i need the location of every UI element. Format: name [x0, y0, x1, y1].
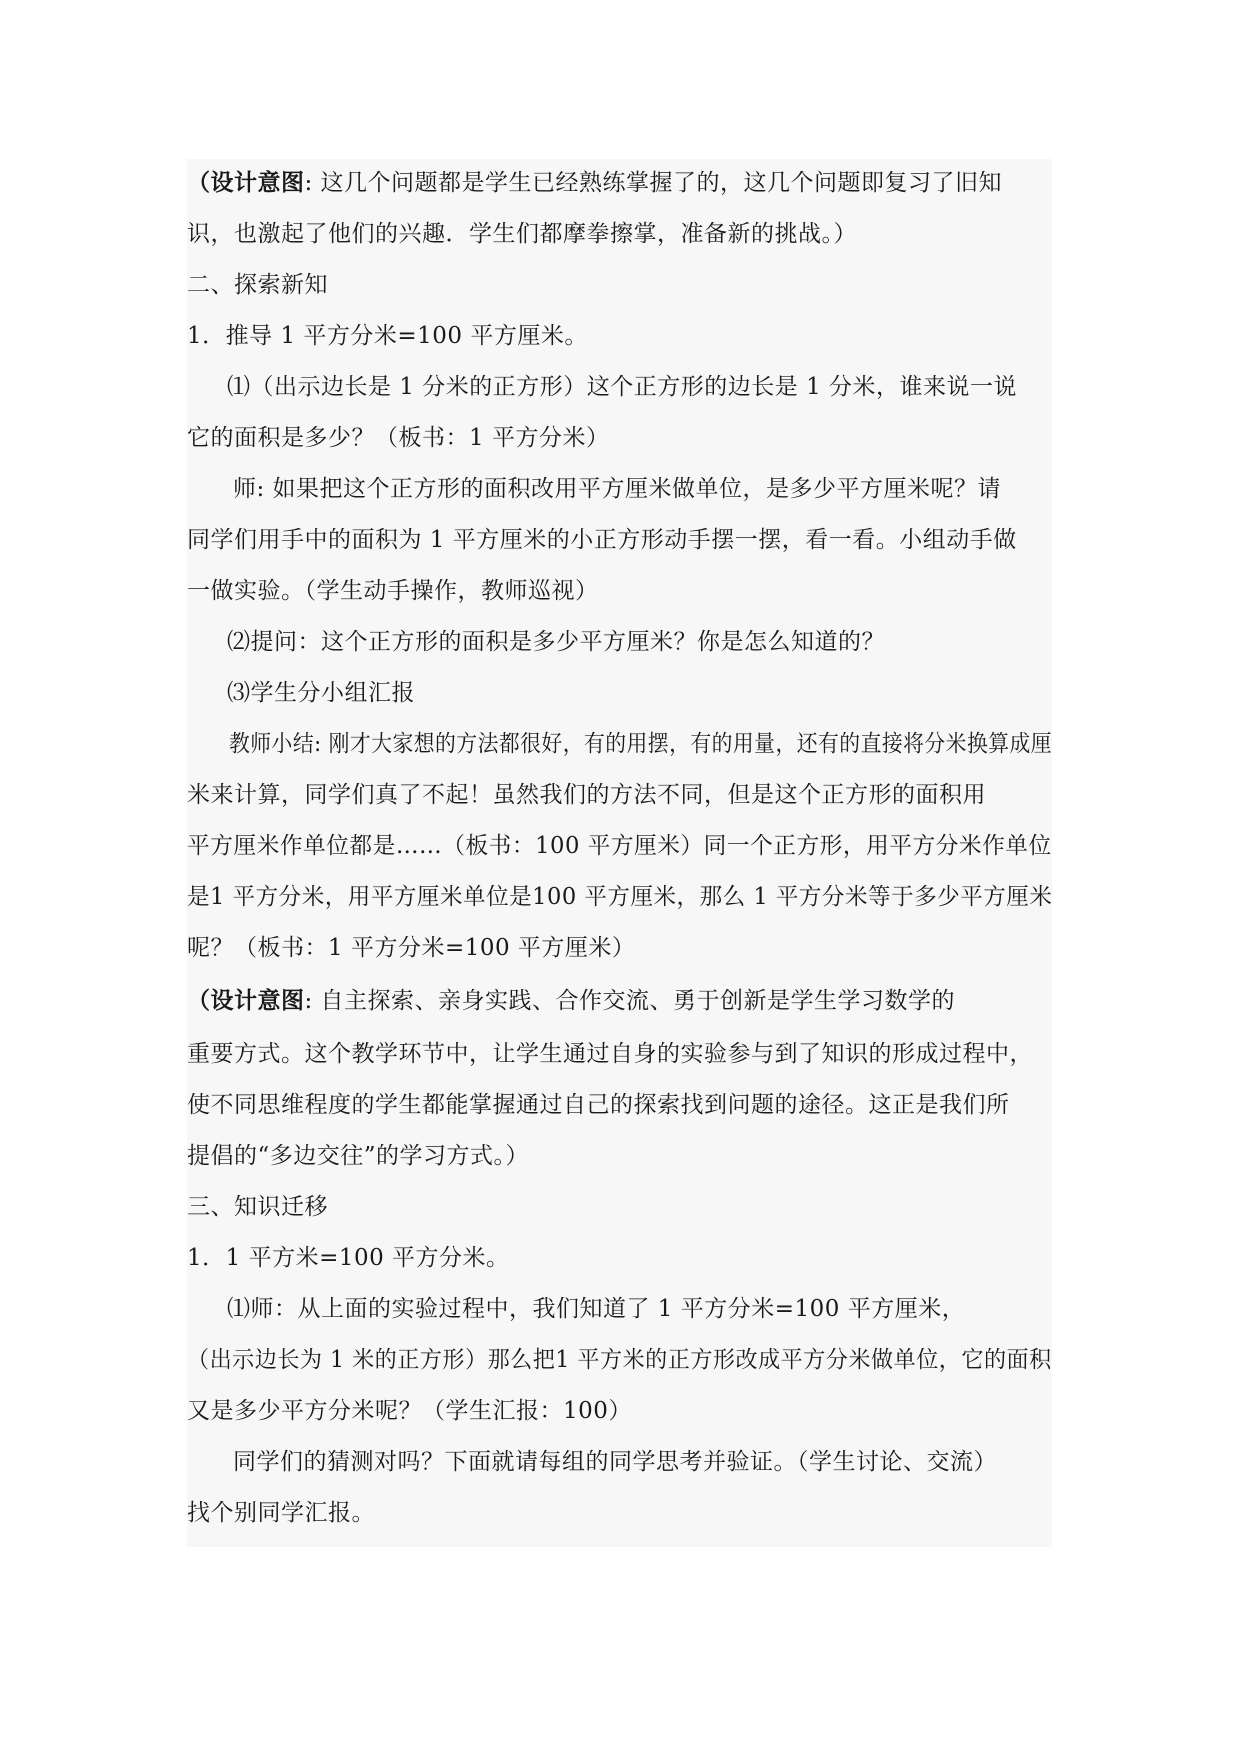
text-line: 同学们用手中的面积为 1 平方厘米的小正方形动手摆一摆，看一看。小组动手做	[187, 527, 1017, 553]
text-line: ⑵提问：这个正方形的面积是多少平方厘米？你是怎么知道的？	[227, 629, 885, 655]
text-line: 提倡的“多边交往”的学习方式。）	[187, 1143, 530, 1169]
text-line: ⑴师：从上面的实验过程中，我们知道了 1 平方分米=100 平方厘米，	[227, 1296, 966, 1322]
text-line: 师: 如果把这个正方形的面积改用平方厘米做单位，是多少平方厘米呢？请	[233, 476, 1002, 502]
text-line: 是1 平方分米，用平方厘米单位是100 平方厘米，那么 1 平方分米等于多少平方厘米	[187, 884, 1053, 910]
text-line: 一做实验。（学生动手操作，教师巡视）	[187, 578, 599, 604]
text-line: 教师小结: 刚才大家想的方法都很好，有的用摆，有的用量，还有的直接将分米换算成厘	[229, 731, 1053, 757]
text-line: 找个别同学汇报。	[187, 1500, 375, 1526]
text-line: 平方厘米作单位都是……（板书：100 平方厘米）同一个正方形，用平方分米作单位	[187, 833, 1052, 859]
line-text: : 自主探索、亲身实践、合作交流、勇于创新是学生学习数学的	[304, 988, 956, 1014]
text-line: 识，也激起了他们的兴趣．学生们都摩拳擦掌，准备新的挑战。）	[187, 221, 857, 247]
text-line: ⑴（出示边长是 1 分米的正方形）这个正方形的边长是 1 分米，谁来说一说	[227, 374, 1018, 400]
text-line: 1．1 平方米=100 平方分米。	[187, 1245, 510, 1271]
text-line: 1．推导 1 平方分米=100 平方厘米。	[187, 323, 588, 349]
text-line: ⑶学生分小组汇报	[227, 680, 415, 706]
line-text: : 这几个问题都是学生已经熟练掌握了的，这几个问题即复习了旧知	[304, 170, 1003, 196]
design-intent-label: （设计意图	[187, 169, 305, 196]
text-line: 重要方式。这个教学环节中，让学生通过自身的实验参与到了知识的形成过程中，	[187, 1041, 1033, 1067]
design-intent-label: （设计意图	[187, 987, 305, 1014]
text-line: 米来计算，同学们真了不起！虽然我们的方法不同，但是这个正方形的面积用	[187, 782, 986, 808]
section-heading: 二、探索新知	[187, 272, 328, 298]
text-line	[187, 981, 955, 1021]
text-line: 它的面积是多少？（板书：1 平方分米）	[187, 425, 610, 451]
lesson-text-block	[187, 159, 1052, 1547]
text-line: 呢？（板书：1 平方分米=100 平方厘米）	[187, 935, 636, 961]
text-line: 使不同思维程度的学生都能掌握通过自己的探索找到问题的途径。这正是我们所	[187, 1092, 1010, 1118]
text-line: 同学们的猜测对吗？下面就请每组的同学思考并验证。（学生讨论、交流）	[233, 1449, 997, 1475]
text-line: 又是多少平方分米呢？（学生汇报：100）	[187, 1398, 632, 1424]
text-line: （出示边长为 1 米的正方形）那么把1 平方米的正方形改成平方分米做单位，它的面积	[187, 1347, 1052, 1373]
text-line	[187, 163, 1002, 203]
section-heading: 三、知识迁移	[187, 1194, 328, 1220]
